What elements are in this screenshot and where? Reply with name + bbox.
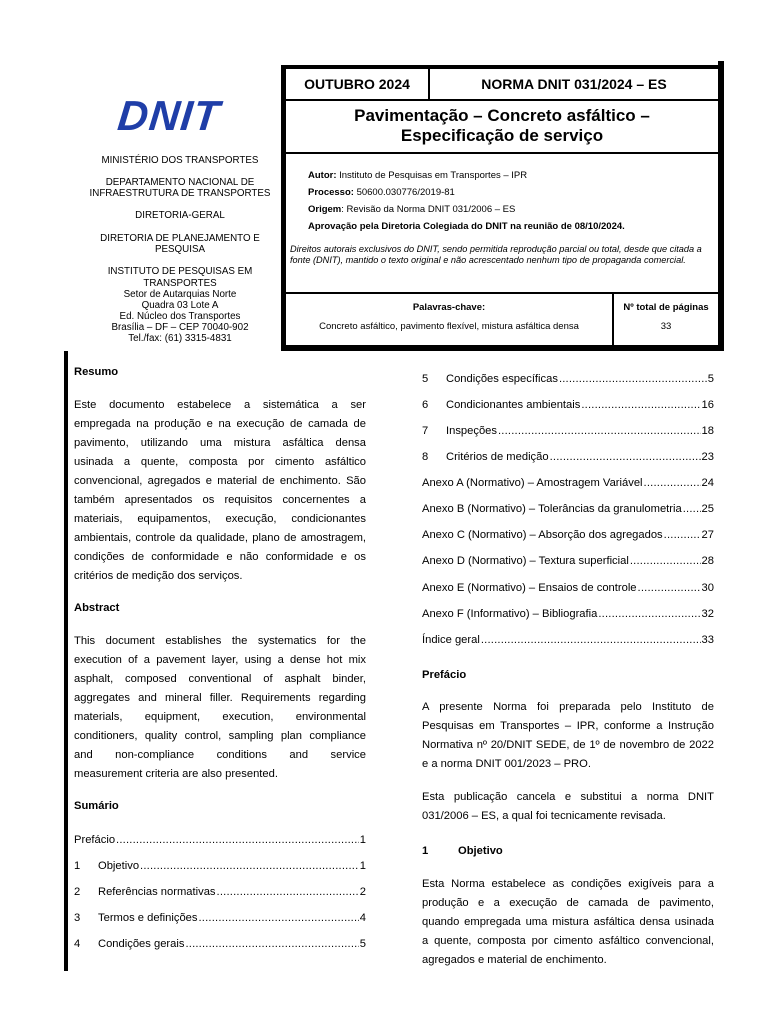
sidebar-dpp-line1: DIRETORIA DE PLANEJAMENTO E: [100, 233, 260, 244]
toc-item-number: 6: [422, 399, 429, 411]
prefacio-line: 031/2006 – ES, a qual foi tecnicamente revisada.: [422, 810, 666, 822]
meta-autor: [308, 170, 527, 181]
prefacio-line: Normativa nº 20/DNIT SEDE, de 1º de novembro de 2022: [422, 739, 714, 751]
abstract-line: asphalt, composed conventional of asphalt binder,: [74, 673, 366, 685]
prefacio-paragraph-1: [422, 698, 714, 774]
prefacio-line: e a norma DNIT 001/2023 – PRO.: [422, 758, 591, 770]
abstract-line: measurement criteria are also presented.: [74, 768, 278, 780]
abstract-line: This document establishes the systematics for the: [74, 635, 366, 647]
meta-origem: [308, 204, 515, 215]
copyright-notice: Direitos autorais exclusivos do DNIT, sendo permitida reprodução parcial ou total, desde que citada a fonte (DNIT), mantido o texto original e não acrescentado nenhum tipo de propaganda comercial.: [290, 244, 702, 265]
toc-item[interactable]: [74, 909, 366, 928]
toc-item-number: 1: [74, 860, 81, 872]
toc-item[interactable]: [422, 448, 714, 467]
toc-item-label: Condicionantes ambientais: [446, 399, 581, 411]
resumo-line: critérios de medição dos serviços.: [74, 570, 243, 582]
toc-item-label: Objetivo: [98, 860, 140, 872]
toc-item[interactable]: [422, 631, 714, 650]
resumo-line: ambientais, controle da qualidade, plano de amostragem,: [74, 532, 366, 544]
sidebar-ipr-line1: INSTITUTO DE PESQUISAS EM: [107, 266, 253, 277]
header-shadow-bottom: [281, 345, 724, 351]
toc-item-label: Termos e definições: [98, 912, 198, 924]
page-title-line2: Especificação de serviço: [400, 126, 604, 145]
toc-item-label: Anexo E (Normativo) – Ensaios de controle: [422, 582, 637, 594]
prefacio-paragraph-2: [422, 788, 714, 826]
header-date: OUTUBRO 2024: [286, 69, 430, 99]
abstract-line: execution of a pavement layer, using a dense hot mix: [74, 654, 366, 666]
keywords-value: Concreto asfáltico, pavimento flexível, mistura asfáltica densa: [319, 321, 579, 332]
toc-item-number: 5: [422, 373, 429, 385]
objetivo-line: quando empregada uma mistura asfáltica densa usinada: [422, 916, 714, 928]
toc-item[interactable]: [422, 526, 714, 545]
toc-item[interactable]: [74, 935, 366, 954]
toc-item[interactable]: [422, 552, 714, 571]
meta-processo: [308, 187, 455, 198]
objetivo-line: produção e a execução de camada de pavimento,: [422, 897, 714, 909]
toc-item-label: Anexo A (Normativo) – Amostragem Variável: [422, 477, 643, 489]
toc-item-page: 1: [359, 834, 366, 846]
toc-item-page: 33: [701, 634, 714, 646]
toc-item-page: 5: [707, 373, 714, 385]
toc-item[interactable]: [422, 500, 714, 519]
meta-origem-label: Origem: [308, 204, 342, 215]
toc-item-label: Condições gerais: [98, 938, 185, 950]
objetivo-heading: [422, 842, 714, 861]
resumo-line: pavimento, utilizando uma mistura asfáltica densa: [74, 437, 366, 449]
toc-item[interactable]: [422, 605, 714, 624]
page-title-line1: Pavimentação – Concreto asfáltico –: [354, 106, 650, 125]
toc-item[interactable]: [422, 396, 714, 415]
resumo-line: Este documento estabelece a sistemática a ser: [74, 399, 366, 411]
toc-item-label: Anexo D (Normativo) – Textura superficial: [422, 555, 629, 567]
header-top-row: [286, 69, 718, 101]
abstract-paragraph: [74, 632, 366, 784]
resumo-line: condições de conformidade e não conformidade e os: [74, 551, 366, 563]
toc-item-page: 23: [701, 451, 714, 463]
resumo-line: usinada a quente, composta por cimento asfáltico: [74, 456, 366, 468]
meta-autor-value: Instituto de Pesquisas em Transportes – IPR: [336, 170, 528, 181]
abstract-line: materials, equipment, execution, environmental: [74, 711, 366, 723]
toc-item-number: 2: [74, 886, 81, 898]
toc-item[interactable]: [74, 831, 366, 850]
sidebar-address-1: Setor de Autarquias Norte: [123, 289, 237, 300]
title-divider: [286, 152, 718, 154]
sidebar-address-5: Tel./fax: (61) 3315-4831: [128, 333, 232, 344]
sidebar-address-4: Brasília – DF – CEP 70040-902: [111, 322, 249, 333]
toc-item[interactable]: [74, 857, 366, 876]
toc-item[interactable]: [74, 883, 366, 902]
meta-processo-value: 50600.030776/2019-81: [353, 187, 455, 198]
resumo-line: convencional, agregados e material de enchimento. São: [74, 475, 366, 487]
abstract-line: and non-compliance conditions and service: [74, 749, 366, 761]
toc-item-label: Referências normativas: [98, 886, 216, 898]
toc-item[interactable]: [422, 370, 714, 389]
toc-item[interactable]: [422, 422, 714, 441]
sidebar-address-2: Quadra 03 Lote A: [141, 300, 219, 311]
prefacio-line: A presente Norma foi preparada pelo Instituto de: [422, 701, 714, 713]
objetivo-line: Esta Norma estabelece as condições exigíveis para a: [422, 878, 714, 890]
toc-item-label: Prefácio: [74, 834, 116, 846]
sidebar-dpp-line2: PESQUISA: [154, 244, 206, 255]
pages-label: Nº total de páginas: [623, 302, 709, 313]
abstract-heading: Abstract: [74, 602, 120, 614]
prefacio-heading: Prefácio: [422, 669, 467, 681]
toc-item-page: 24: [701, 477, 714, 489]
toc-item-label: Critérios de medição: [446, 451, 549, 463]
header-shadow-left: [281, 65, 285, 349]
toc-item[interactable]: [422, 474, 714, 493]
objetivo-title: Objetivo: [458, 845, 503, 857]
toc-item-page: 30: [701, 582, 714, 594]
toc-item-label: Condições específicas: [446, 373, 558, 385]
page-title: [286, 106, 718, 146]
sidebar-address-3: Ed. Núcleo dos Transportes: [119, 311, 241, 322]
toc-item-label: Anexo C (Normativo) – Absorção dos agregados: [422, 529, 663, 541]
sidebar-dept-line2: INFRAESTRUTURA DE TRANSPORTES: [89, 188, 271, 199]
abstract-line: aggregates and mineral filler. Requirements regarding: [74, 692, 366, 704]
prefacio-line: Pesquisas em Transportes – IPR, conforme a Instrução: [422, 720, 714, 732]
toc-item-page: 2: [359, 886, 366, 898]
toc-item-number: 4: [74, 938, 81, 950]
sidebar-diretoria-geral: DIRETORIA-GERAL: [135, 210, 225, 221]
toc-item-label: Anexo B (Normativo) – Tolerâncias da granulometria: [422, 503, 682, 515]
objetivo-line: a quente, composta por cimento asfáltico convencional,: [422, 935, 714, 947]
toc-item-page: 27: [701, 529, 714, 541]
abstract-line: conditioners, quality control, sampling plan compliance: [74, 730, 366, 742]
toc-item-page: 28: [701, 555, 714, 567]
toc-item-label: Índice geral: [422, 634, 480, 646]
resumo-line: empregada na produção e na execução de camada de: [74, 418, 366, 430]
resumo-line: materiais, equipamentos, execução, condicionantes: [74, 513, 366, 525]
meta-autor-label: Autor:: [308, 170, 337, 181]
toc-item-page: 1: [359, 860, 366, 872]
left-margin-rule: [64, 351, 68, 971]
meta-origem-value: : Revisão da Norma DNIT 031/2006 – ES: [341, 204, 516, 215]
toc-item-number: 8: [422, 451, 429, 463]
sidebar-ministerio: MINISTÉRIO DOS TRANSPORTES: [101, 155, 259, 166]
pages-value: 33: [660, 321, 672, 332]
toc-item[interactable]: [422, 579, 714, 598]
toc-item-page: 5: [359, 938, 366, 950]
keywords-label: Palavras-chave:: [412, 302, 486, 313]
header-shadow-right: [718, 61, 724, 349]
meta-aprovacao: Aprovação pela Diretoria Colegiada do DNIT na reunião de 08/10/2024.: [308, 221, 625, 232]
toc-item-label: Anexo F (Informativo) – Bibliografia: [422, 608, 598, 620]
prefacio-line: Esta publicação cancela e substitui a norma DNIT: [422, 791, 714, 803]
resumo-paragraph: [74, 396, 366, 586]
meta-processo-label: Processo:: [308, 187, 354, 198]
toc-item-page: 18: [701, 425, 714, 437]
sidebar-ipr-line2: TRANSPORTES: [143, 278, 217, 289]
dnit-logo: DNIT: [115, 92, 223, 139]
toc-item-page: 16: [701, 399, 714, 411]
toc-item-page: 25: [701, 503, 714, 515]
toc-item-label: Inspeções: [446, 425, 497, 437]
toc-item-page: 4: [359, 912, 366, 924]
resumo-line: também apresentados os requisitos concernentes a: [74, 494, 366, 506]
header-norma: NORMA DNIT 031/2024 – ES: [481, 76, 667, 92]
toc-item-number: 7: [422, 425, 429, 437]
resumo-heading: Resumo: [74, 366, 119, 378]
sidebar-dept-line1: DEPARTAMENTO NACIONAL DE: [105, 177, 255, 188]
objetivo-line: agregados e material de enchimento.: [422, 954, 607, 966]
keywords-divider: [286, 292, 718, 294]
objetivo-paragraph: [422, 875, 714, 970]
toc-item-number: 3: [74, 912, 81, 924]
objetivo-number: 1: [422, 845, 429, 857]
sumario-heading: Sumário: [74, 800, 119, 812]
toc-item-page: 32: [701, 608, 714, 620]
